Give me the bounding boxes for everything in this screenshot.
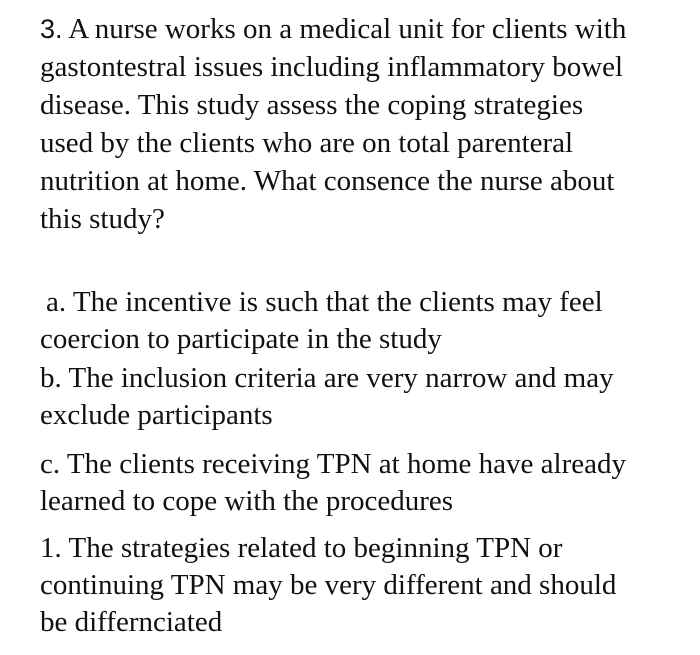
question-text — [40, 10, 680, 238]
option-letter: c. — [40, 448, 61, 480]
option-line: c. The clients receiving TPN at home have already — [40, 448, 626, 480]
option-line: a. The incentive is such that the clients may feel — [46, 286, 603, 318]
option-line: exclude participants — [40, 399, 273, 431]
option-line: learned to cope with the procedures — [40, 485, 454, 517]
option-line: be differnciated — [40, 606, 223, 638]
answer-option-a[interactable] — [40, 284, 680, 358]
answer-option-b[interactable] — [40, 360, 680, 434]
option-letter: b. — [40, 362, 62, 394]
question-number: 3. — [40, 14, 63, 44]
option-line: coercion to participate in the study — [40, 323, 442, 355]
question-line: used by the clients who are on total parenteral — [40, 127, 574, 159]
option-line: 1. The strategies related to beginning TPN or — [40, 532, 563, 564]
question-line: gastontestral issues including inflammatory bowel — [40, 51, 624, 83]
answer-option-c[interactable] — [40, 446, 680, 520]
answer-option-d[interactable] — [40, 530, 680, 641]
option-letter: 1. — [40, 532, 62, 564]
option-line: b. The inclusion criteria are very narrow and may — [40, 362, 614, 394]
question-line: disease. This study assess the coping strategies — [40, 89, 584, 121]
option-letter: a. — [46, 286, 67, 318]
question-line: nutrition at home. What consence the nurse about — [40, 165, 615, 197]
question-line: this study? — [40, 203, 165, 235]
option-line: continuing TPN may be very different and should — [40, 569, 617, 601]
question-line: 3. A nurse works on a medical unit for clients with — [40, 13, 627, 45]
